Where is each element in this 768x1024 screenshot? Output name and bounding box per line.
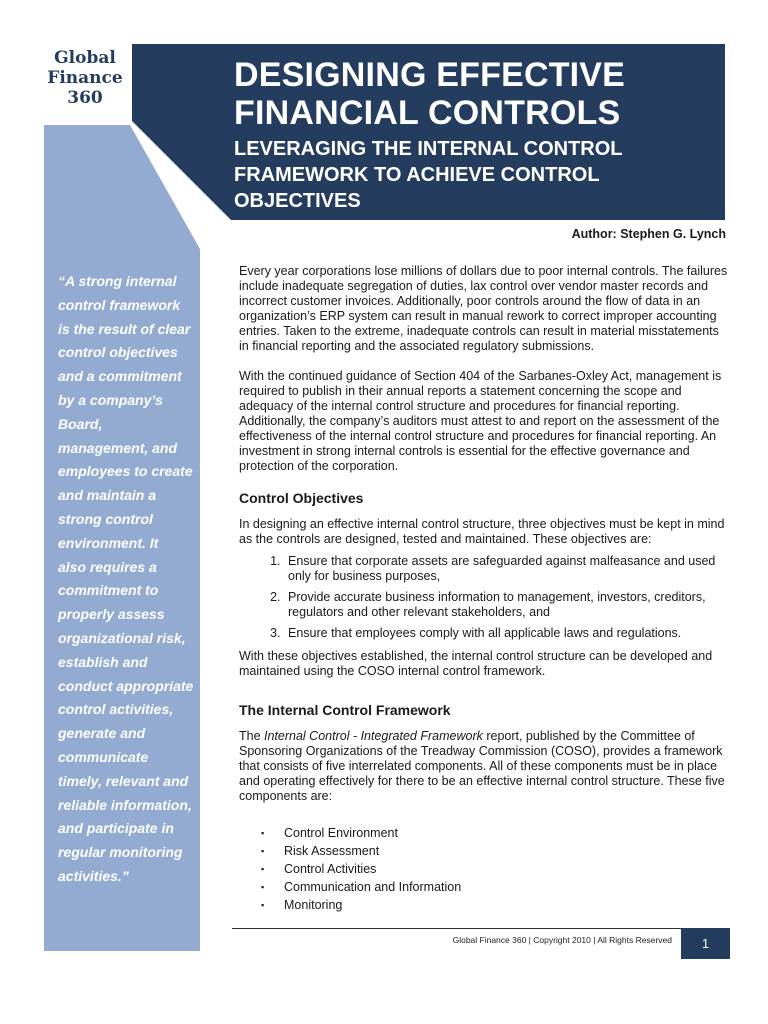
quote-line: strong control <box>58 510 153 527</box>
logo-line-1: Global <box>54 48 116 68</box>
quote-line: also requires a <box>58 558 157 575</box>
logo-line-2: Finance <box>47 68 123 88</box>
quote-line: and participate in <box>58 820 174 837</box>
quote-line: regular monitoring <box>58 844 183 861</box>
objectives-list <box>239 554 729 641</box>
bullet-icon: ▪ <box>261 828 265 838</box>
quote-line: organizational risk, <box>58 629 186 646</box>
component-item <box>261 826 729 841</box>
framework-text-post: report, published by the Committee of Sponsoring Organizations of the Treadway Commission (COSO), provides a framework that consists of five interrelated components. All of these components must be in place and operating effectively for there to be an effective internal control structure. These five components are: <box>239 729 725 803</box>
component-label: Monitoring <box>284 898 343 912</box>
component-item <box>261 862 729 877</box>
quote-line: establish and <box>58 653 148 670</box>
footer-copyright: Global Finance 360 | Copyright 2010 | All Rights Reserved <box>452 935 672 945</box>
component-label: Control Environment <box>284 826 398 840</box>
objectives-intro-paragraph: In designing an effective internal control structure, three objectives must be kept in mind as the controls are designed, tested and maintained. These objectives are: <box>239 517 725 546</box>
component-label: Communication and Information <box>284 880 462 894</box>
page-number: 1 <box>681 928 730 959</box>
quote-line: generate and <box>58 725 146 742</box>
framework-paragraph <box>239 729 729 804</box>
objective-item: 3. Ensure that employees comply with all applicable laws and regulations. <box>284 626 729 641</box>
quote-line: is the result of clear <box>58 320 191 337</box>
quote-line: employees to create <box>58 463 193 480</box>
main-title-line-2: FINANCIAL CONTROLS <box>234 94 621 132</box>
footer-divider <box>232 928 681 929</box>
logo-line-3: 360 <box>67 88 103 108</box>
pull-quote <box>58 270 198 889</box>
quote-line: conduct appropriate <box>58 677 194 694</box>
quote-line: control framework <box>58 296 181 313</box>
component-item <box>261 880 729 895</box>
quote-line: “A strong internal <box>58 273 177 289</box>
main-title <box>234 56 714 132</box>
quote-line: by a company’s <box>58 391 163 408</box>
quote-line: management, and <box>58 439 178 456</box>
quote-line: control objectives <box>58 344 178 361</box>
quote-line: and maintain a <box>58 487 157 504</box>
components-list <box>239 826 729 913</box>
section-heading-control-objectives: Control Objectives <box>239 490 364 506</box>
quote-line: reliable information, <box>58 796 192 813</box>
bullet-icon: ▪ <box>261 900 265 910</box>
component-label: Control Activities <box>284 862 377 876</box>
quote-line: properly assess <box>58 606 165 623</box>
quote-line: and a commitment <box>58 368 182 385</box>
subtitle-line-1: LEVERAGING THE INTERNAL CONTROL <box>234 138 623 160</box>
subtitle <box>234 136 714 214</box>
report-title: Internal Control - Integrated Framework <box>264 729 483 743</box>
subtitle-line-3: OBJECTIVES <box>234 190 361 212</box>
article-body <box>239 264 729 916</box>
quote-line: Board, <box>58 415 103 432</box>
title-block <box>234 56 714 214</box>
intro-paragraph: Every year corporations lose millions of dollars due to poor internal controls. The failures include inadequate segregation of duties, lax control over vendor master records and incorrect customer invoices. Additionally, poor controls around the flow of data in an organization’s ERP system can result in manual rework to correct improper accounting entries. Taken to the extreme, inadequate controls can result in material misstatements in financial reporting and the associated regulatory submissions. <box>239 264 728 353</box>
subtitle-line-2: FRAMEWORK TO ACHIEVE CONTROL <box>234 164 600 186</box>
quote-line: activities.” <box>58 867 129 884</box>
quote-line: timely, relevant and <box>58 772 189 789</box>
sox-paragraph: With the continued guidance of Section 404 of the Sarbanes-Oxley Act, management is required to publish in their annual reports a statement concerning the scope and adequacy of the internal control structure and procedures for financial reporting. Additionally, the company’s auditors must attest to and report on the assessment of the effectiveness of the internal control structure and procedures for financial reporting. An investment in strong internal controls is essential for the effective governance and protection of the corporation. <box>239 369 722 473</box>
bullet-icon: ▪ <box>261 846 265 856</box>
objective-item: 1. Ensure that corporate assets are safeguarded against malfeasance and used only for business purposes, <box>284 554 729 584</box>
component-item <box>261 844 729 859</box>
quote-line: control activities, <box>58 701 174 718</box>
brand-logo <box>40 48 130 108</box>
component-label: Risk Assessment <box>284 844 380 858</box>
objective-item: 2. Provide accurate business information to management, investors, creditors, regulators and other relevant stakeholders, and <box>284 590 729 620</box>
bullet-icon: ▪ <box>261 882 265 892</box>
component-item <box>261 898 729 913</box>
section-heading-framework: The Internal Control Framework <box>239 702 451 718</box>
framework-text-pre: The <box>239 729 265 743</box>
quote-line: environment. It <box>58 534 159 551</box>
quote-line: commitment to <box>58 582 159 599</box>
coso-intro-paragraph: With these objectives established, the internal control structure can be developed and maintained using the COSO internal control framework. <box>239 649 713 678</box>
author-byline: Author: Stephen G. Lynch <box>571 227 726 241</box>
quote-line: communicate <box>58 748 149 765</box>
main-title-line-1: DESIGNING EFFECTIVE <box>234 56 626 94</box>
bullet-icon: ▪ <box>261 864 265 874</box>
